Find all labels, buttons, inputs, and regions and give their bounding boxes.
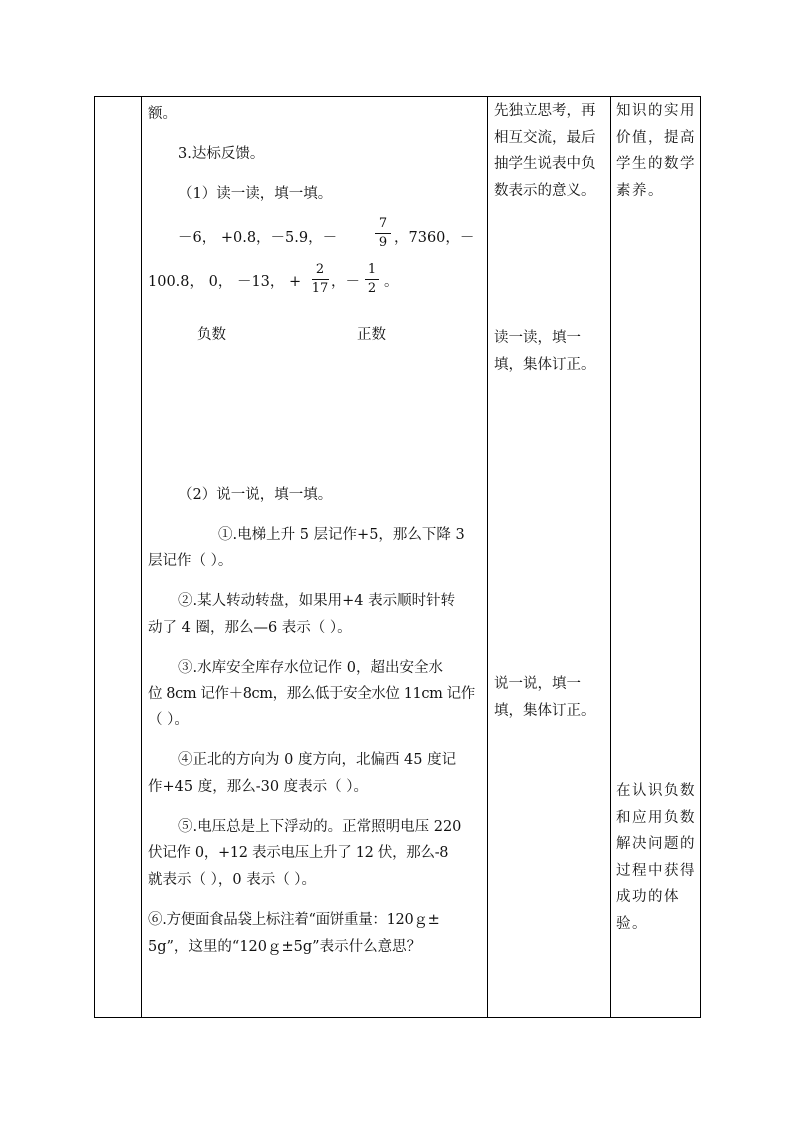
question-3-line2: 位 8cm 记作＋8cm，那么低于安全水位 11cm 记作 [148, 686, 475, 702]
question-1-line2: 层记作（ ）。 [148, 553, 233, 569]
question-4-line1: ④正北的方向为 0 度方向，北偏西 45 度记 [178, 752, 457, 768]
number-list-row2-a: 100.8， 0， －13， + [148, 274, 302, 290]
fraction-3-bar [365, 279, 379, 280]
question-4-line2: 作+45 度，那么-30 度表示（ ）。 [148, 779, 369, 795]
question-5-line1: ⑤.电压总是上下浮动的。正常照明电压 220 [178, 819, 462, 835]
number-list-row1-b: ，7360，－ [394, 230, 475, 246]
number-list-row2-c: 。 [384, 274, 399, 290]
table-col-divider-3 [610, 96, 611, 1018]
question-1-line1: ①.电梯上升 5 层记作+5，那么下降 3 [218, 527, 465, 543]
fraction-2-bar [312, 279, 329, 280]
student-activity-3: 说一说，填一填，集体订正。 [494, 676, 596, 719]
section-heading-feedback: 3.达标反馈。 [178, 146, 265, 162]
fraction-3-numerator: 1 [367, 262, 377, 277]
design-intent-2: 在认识负数和应用负数解决问题的过程中获得成功的体验。 [616, 783, 696, 932]
label-negative-numbers: 负数 [197, 327, 226, 343]
subheading-read-fill: （1）读一读，填一填。 [178, 186, 333, 202]
question-3-line1: ③.水库安全库存水位记作 0，超出安全水 [178, 660, 443, 676]
table-right-border [700, 96, 701, 1018]
fraction-3-denominator: 2 [367, 281, 377, 296]
question-5-line2: 伏记作 0，+12 表示电压上升了 12 伏，那么-8 [148, 845, 449, 861]
fraction-2-numerator: 2 [315, 262, 325, 277]
design-intent-1: 知识的实用价值，提高学生的数学素养。 [616, 103, 696, 199]
question-6-line1: ⑥.方便面食品袋上标注着“面饼重量：120ｇ± [148, 912, 440, 928]
student-activity-2: 读一读，填一填，集体订正。 [494, 330, 596, 373]
question-3-line3: （ ）。 [148, 712, 189, 728]
label-positive-numbers: 正数 [357, 327, 386, 343]
student-activity-1: 先独立思考，再相互交流，最后抽学生说表中负数表示的意义。 [494, 103, 596, 199]
question-6-line2: 5g”，这里的“120ｇ±5g”表示什么意思？ [148, 939, 422, 955]
fraction-1-bar [375, 233, 391, 234]
fraction-2-denominator: 17 [311, 281, 329, 296]
table-col-divider-1 [141, 96, 142, 1018]
table-col-divider-2 [487, 96, 488, 1018]
number-list-row1-a: －6， +0.8，－5.9，－ [178, 230, 338, 246]
subheading-say-fill: （2）说一说，填一填。 [178, 487, 333, 503]
table-left-border [94, 96, 95, 1018]
number-list-row2-b: ，－ [331, 274, 360, 290]
continued-text: 额。 [148, 106, 177, 122]
fraction-1-numerator: 7 [378, 216, 388, 231]
question-5-line3: 就表示（ ），0 表示（ ）。 [148, 872, 317, 888]
question-2-line1: ②.某人转动转盘，如果用+4 表示顺时针转 [178, 593, 456, 609]
fraction-1-denominator: 9 [378, 235, 388, 250]
question-2-line2: 动了 4 圈，那么—6 表示（ ）。 [148, 620, 352, 636]
